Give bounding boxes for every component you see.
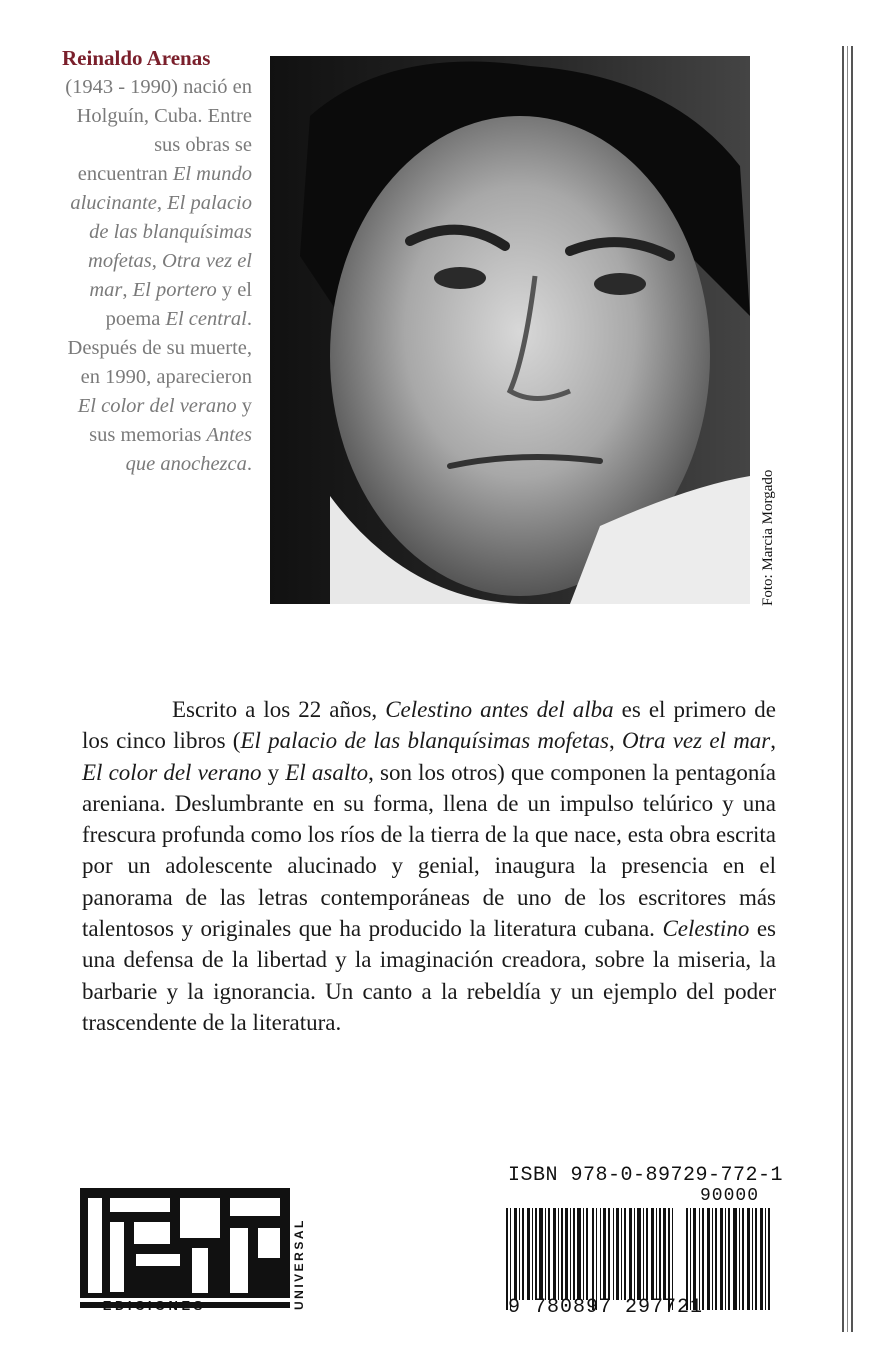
spine-line [847, 46, 848, 1332]
barcode-addon: 90000 [700, 1186, 760, 1206]
spine-line [851, 46, 853, 1332]
author-bio-text: (1943 - 1990) nació en Holguín, Cuba. Entre sus obras se encuentran El mundo alucinante, El palacio de las blanquísimas mofetas, Otra vez el mar, El portero y el poema El central. Después de su muerte, en 1990, aparecieron El color del verano y sus memorias Antes que anochezca. [65, 76, 252, 475]
author-bio [62, 44, 252, 479]
spine-line [842, 46, 844, 1332]
book-description: Escrito a los 22 años, Celestino antes del alba es el primero de los cinco libros (El palacio de las blanquísimas mofetas, Otra vez el mar, El color del verano y El asalto, son los otros) que componen la pentagonía areniana. Deslumbrante en su forma, llena de un impulso telúrico y una frescura profunda como los ríos de la tierra de la que nace, esta obra escrita por un adolescente alucinado y genial, inaugura la presencia en el panorama de las letras contemporáneas de uno de los escritores más talentosos y originales que ha producido la literatura cubana. Celestino es una defensa de la libertad y la imaginación creadora, sobre la miseria, la barbarie y la ignorancia. Un canto a la rebeldía y un ejemplo del poder trascendente de la literatura. [82, 697, 777, 1035]
author-photo [270, 56, 750, 604]
publisher-name: -- EDICIONES [80, 1298, 206, 1313]
photo-credit: Foto: Marcia Morgado [760, 469, 776, 606]
barcode-number: 9 780897 297721 [508, 1296, 704, 1319]
publisher-logo-icon [80, 1188, 290, 1308]
author-name: Reinaldo Arenas [62, 46, 211, 70]
isbn-text: ISBN 978-0-89729-772-1 [508, 1164, 784, 1187]
portrait-image [270, 56, 750, 604]
publisher-side-name: UNIVERSAL [292, 1218, 306, 1310]
